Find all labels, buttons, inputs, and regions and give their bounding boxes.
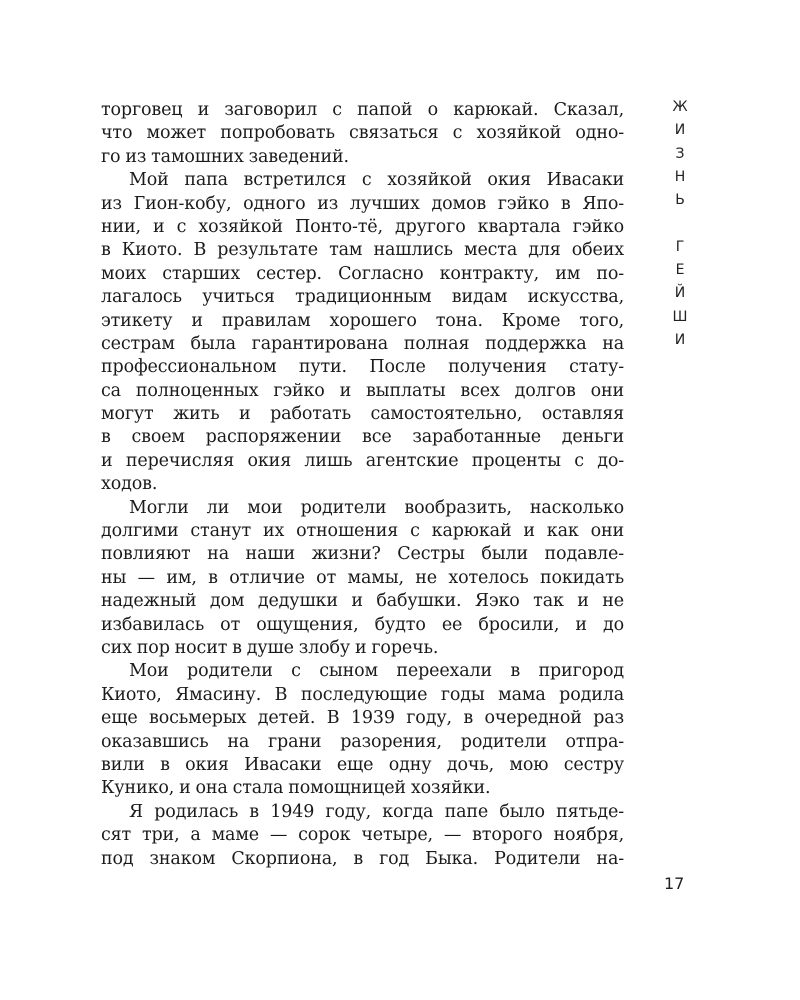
text-line: Мои родители с сыном переехали в пригород [129, 661, 624, 682]
text-line: нии, и с хозяйкой Понто-тё, другого квартала гэйко [101, 216, 624, 237]
text-line: еще восьмерых детей. В 1939 году, в очередной раз [101, 708, 624, 729]
text-line: Я родилась в 1949 году, когда папе было пятьде- [129, 801, 624, 822]
running-head-letter: И [674, 331, 686, 348]
text-line: вили в окия Ивасаки еще одну дочь, мою сестру [101, 754, 624, 775]
text-line: из Гион-кобу, одного из лучших домов гэйко в Япо- [101, 193, 624, 214]
text-line: сят три, а маме — сорок четыре, — второго ноября, [101, 825, 624, 846]
text-line: что может попробовать связаться с хозяйкой одно- [101, 123, 624, 144]
running-head-letter: З [675, 145, 685, 162]
text-line: могут жить и работать самостоятельно, оставляя [101, 404, 624, 425]
text-line: профессиональном пути. После получения стату- [101, 357, 624, 378]
text-line: и перечисляя окия лишь агентские проценты с до- [101, 450, 624, 471]
text-line: под знаком Скорпиона, в год Быка. Родители на- [101, 848, 624, 869]
text-line: сих пор носит в душе злобу и горечь. [101, 637, 439, 658]
running-head-letter: Е [675, 262, 685, 279]
text-line: в Киото. В результате там нашлись места для обеих [101, 240, 624, 261]
text-line: ходов. [101, 474, 158, 495]
text-line: повлияют на наши жизни? Сестры были подавле- [101, 544, 624, 565]
running-head-spacer [668, 212, 692, 235]
body-text [101, 99, 624, 871]
text-line: Мой папа встретился с хозяйкой окия Ивасаки [129, 170, 624, 191]
text-line: лагалось учиться традиционным видам искусства, [101, 287, 624, 308]
running-head-letter: И [674, 122, 686, 139]
running-head-letter: Г [675, 238, 685, 255]
text-line: сестрам была гарантирована полная поддержка на [101, 333, 624, 354]
running-head-letter: Й [674, 285, 686, 302]
text-line: долгими станут их отношения с карюкай и как они [101, 521, 624, 542]
running-head-letter: Ь [675, 192, 685, 209]
text-line: Киото, Ямасину. В последующие годы мама родила [101, 684, 624, 705]
text-line: торговец и заговорил с папой о карюкай. Сказал, [101, 100, 624, 120]
text-line: Кунико, и она стала помощницей хозяйки. [101, 778, 491, 799]
text-line: са полноценных гэйко и выплаты всех долгов они [101, 380, 624, 401]
running-head [668, 96, 692, 352]
text-line: Могли ли мои родители вообразить, насколько [129, 497, 624, 518]
running-head-letter: Ш [672, 308, 688, 325]
text-line: в своем распоряжении все заработанные деньги [101, 427, 624, 448]
text-line: моих старших сестер. Согласно контракту, им по- [101, 263, 624, 284]
text-line: надежный дом дедушки и бабушки. Яэко так и не [101, 591, 624, 612]
running-head-letter: Ж [672, 99, 688, 115]
text-line: этикету и правилам хорошего тона. Кроме того, [101, 310, 624, 331]
running-head-letter: Н [674, 168, 686, 185]
text-line: ны — им, в отличие от мамы, не хотелось покидать [101, 567, 624, 588]
text-line: го из тамошних заведений. [101, 146, 349, 167]
text-line: избавилась от ощущения, будто ее бросили, и до [101, 614, 624, 635]
page-number: 17 [664, 874, 685, 893]
text-line: оказавшись на грани разорения, родители отпра- [101, 731, 624, 752]
